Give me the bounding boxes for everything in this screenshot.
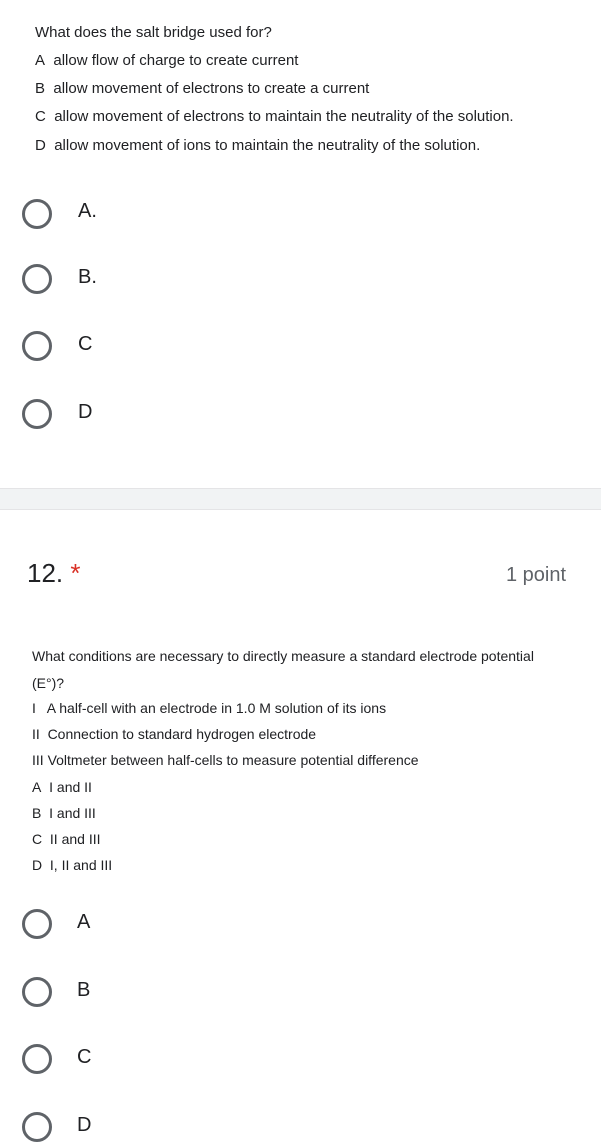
q11-option-c-radio[interactable] — [22, 331, 52, 361]
question-12-prompt-line1: What conditions are necessary to directly measure a standard electrode potential — [32, 648, 534, 664]
choice-text: allow movement of electrons to create a current — [53, 80, 370, 97]
q12-statement-ii — [32, 726, 316, 742]
q12-statement-i — [32, 700, 386, 716]
choice-letter: D — [35, 137, 46, 154]
question-12-points: 1 point — [506, 564, 567, 586]
q12-option-d-radio[interactable] — [22, 1112, 52, 1142]
question-12-prompt-line2: (E°)? — [32, 675, 65, 691]
q11-choice-c — [35, 108, 514, 125]
question-number: 12. — [27, 558, 64, 588]
choice-text: allow flow of charge to create current — [53, 52, 299, 69]
q12-option-a-radio[interactable] — [22, 909, 52, 939]
choice-text: I and II — [49, 779, 92, 795]
q12-option-b-label[interactable]: B — [77, 979, 91, 1001]
q11-choice-b — [35, 80, 369, 97]
choice-letter: A — [35, 52, 46, 69]
q11-option-d-label[interactable]: D — [78, 401, 93, 423]
statement-text: Voltmeter between half-cells to measure potential difference — [47, 752, 419, 768]
q11-choice-d — [35, 137, 480, 154]
q12-option-b-radio[interactable] — [22, 977, 52, 1007]
choice-text: I and III — [49, 805, 96, 821]
q12-option-d-label[interactable]: D — [77, 1114, 92, 1136]
choice-text: allow movement of electrons to maintain the neutrality of the solution. — [54, 108, 514, 125]
q12-choice-c — [32, 831, 101, 847]
choice-text: I, II and III — [49, 857, 113, 873]
q11-option-b-radio[interactable] — [22, 264, 52, 294]
statement-roman: II — [32, 726, 40, 742]
q11-option-b-label[interactable]: B. — [78, 266, 97, 288]
q12-option-c-label[interactable]: C — [77, 1046, 92, 1068]
q11-choice-a — [35, 52, 298, 69]
q12-choice-a — [32, 779, 92, 795]
question-divider — [0, 488, 601, 510]
q11-option-c-label[interactable]: C — [78, 333, 93, 355]
q12-statement-iii — [32, 752, 419, 768]
choice-text: II and III — [49, 831, 101, 847]
q12-choice-d — [32, 857, 112, 873]
q12-choice-b — [32, 805, 96, 821]
choice-letter: D — [32, 857, 43, 873]
question-12-number — [27, 558, 81, 589]
choice-text: allow movement of ions to maintain the neutrality of the solution. — [54, 137, 481, 154]
q11-option-d-radio[interactable] — [22, 399, 52, 429]
choice-letter: B — [35, 80, 46, 97]
q11-option-a-radio[interactable] — [22, 199, 52, 229]
statement-text: Connection to standard hydrogen electrode — [47, 726, 317, 742]
q12-option-a-label[interactable]: A — [77, 911, 91, 933]
statement-roman: III — [32, 752, 44, 768]
choice-letter: C — [32, 831, 43, 847]
statement-roman: I — [32, 700, 36, 716]
required-asterisk: * — [70, 558, 81, 588]
question-11-prompt: What does the salt bridge used for? — [35, 24, 272, 41]
statement-text: A half-cell with an electrode in 1.0 M solution of its ions — [46, 700, 387, 716]
q12-option-c-radio[interactable] — [22, 1044, 52, 1074]
q11-option-a-label[interactable]: A. — [78, 200, 97, 222]
choice-letter: B — [32, 805, 42, 821]
choice-letter: C — [35, 108, 46, 125]
choice-letter: A — [32, 779, 42, 795]
